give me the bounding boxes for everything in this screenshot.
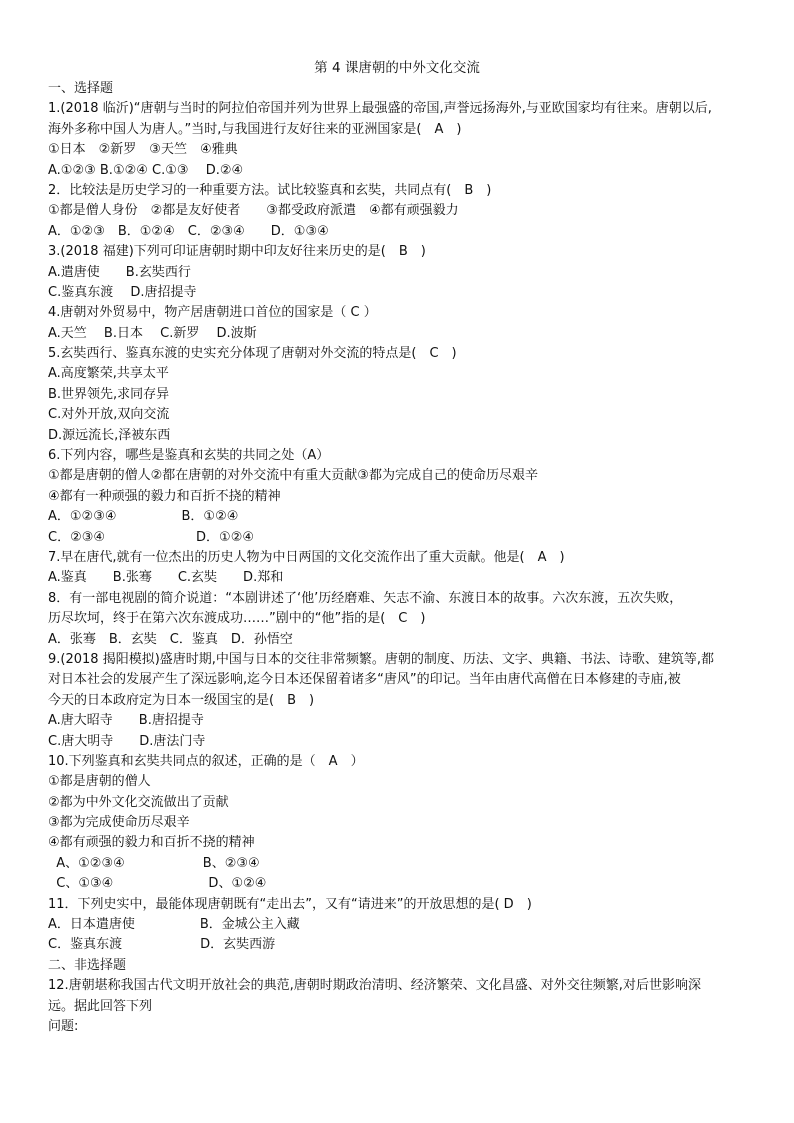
section-heading: 二、非选择题 — [48, 957, 127, 973]
question-8-text: 8．有一部电视剧的简介说道：“本剧讲述了‘他’历经磨难、矢志不渝、东渡日本的故事。六次东渡，五次失败， — [48, 590, 683, 606]
question-1-options: A.①②③ B.①②④ C.①③ D.②④ — [48, 162, 244, 178]
question-6-options: A．①②③④ B．①②④ — [48, 509, 239, 525]
question-1-text: 1.(2018 临沂)“唐朝与当时的阿拉伯帝国并列为世界上最强盛的帝国,声誉远扬海外,与亚欧国家均有往来。唐朝以后, — [48, 101, 712, 117]
question-9-text: 9.(2018 揭阳模拟)盛唐时期,中国与日本的交往非常频繁。唐朝的制度、历法、文字、典籍、书法、诗歌、建筑等,都 — [48, 651, 715, 667]
question-6-items: ①都是唐朝的僧人②都在唐朝的对外交流中有重大贡献③都为完成自己的使命历尽艰辛 — [48, 468, 538, 484]
question-10-item-2: ②都为中外文化交流做出了贡献 — [48, 794, 229, 810]
question-9-options: C.唐大明寺 D.唐法门寺 — [48, 733, 206, 749]
question-8-options: A．张骞 B．玄奘 C．鉴真 D．孙悟空 — [48, 631, 293, 647]
question-7-text: 7.早在唐代,就有一位杰出的历史人物为中日两国的文化交流作出了重大贡献。他是( A ) — [48, 549, 565, 565]
question-11-options: C．鉴真东渡 D．玄奘西游 — [48, 937, 276, 953]
question-10-text: 10.下列鉴真和玄奘共同点的叙述，正确的是（ A ） — [48, 753, 364, 769]
question-3-text: 3.(2018 福建)下列可印证唐朝时期中印友好往来历史的是( B ) — [48, 244, 426, 260]
question-9-text: 今天的日本政府定为日本一级国宝的是( B ) — [48, 692, 315, 708]
question-5-option-b: B.世界领先,求同存异 — [48, 386, 170, 402]
question-10-item-4: ④都有顽强的毅力和百折不挠的精神 — [48, 835, 255, 851]
question-12-text: 远。据此回答下列 — [48, 998, 153, 1014]
question-9-options: A.唐大昭寺 B.唐招提寺 — [48, 713, 204, 729]
question-6-options: C．②③④ D．①②④ — [48, 529, 255, 545]
question-10-options: A、①②③④ B、②③④ — [48, 855, 260, 871]
question-5-option-a: A.高度繁荣,共享太平 — [48, 366, 169, 382]
question-3-options: C.鉴真东渡 D.唐招提寺 — [48, 284, 197, 300]
question-2-options: A．①②③ B．①②④ C．②③④ D．①③④ — [48, 223, 329, 239]
question-5-option-c: C.对外开放,双向交流 — [48, 407, 170, 423]
section-heading: 一、选择题 — [48, 81, 114, 96]
question-10-options: C、①③④ D、①②④ — [48, 876, 267, 892]
question-5-option-d: D.源远流长,泽被东西 — [48, 427, 171, 443]
question-12-text: 12.唐朝堪称我国古代文明开放社会的典范,唐朝时期政治清明、经济繁荣、文化昌盛、对外交往频繁,对后世影响深 — [48, 978, 701, 994]
question-10-item-3: ③都为完成使命历尽艰辛 — [48, 815, 190, 831]
question-11-text: 11．下列史实中，最能体现唐朝既有“走出去”，又有“请进来”的开放思想的是( D ) — [48, 896, 532, 912]
question-1-text: 海外多称中国人为唐人。”当时,与我国进行友好往来的亚洲国家是( A ) — [48, 121, 462, 137]
question-2-items: ①都是僧人身份 ②都是友好使者 ③都受政府派遣 ④都有顽强毅力 — [48, 203, 459, 219]
exercise-body — [48, 79, 760, 1037]
question-1-items: ①日本 ②新罗 ③天竺 ④雅典 — [48, 142, 238, 158]
question-3-options: A.遣唐使 B.玄奘西行 — [48, 264, 191, 280]
question-10-item-1: ①都是唐朝的僧人 — [48, 774, 151, 790]
question-4-options: A.天竺 B.日本 C.新罗 D.波斯 — [48, 325, 257, 341]
question-8-text: 历尽坎坷，终于在第六次东渡成功……”剧中的“他”指的是( C ) — [48, 611, 426, 627]
question-2-text: 2．比较法是历史学习的一种重要方法。试比较鉴真和玄奘，共同点有( B ) — [48, 182, 492, 198]
question-6-text: 6.下列内容，哪些是鉴真和玄奘的共同之处（A） — [48, 448, 330, 464]
question-12-text: 问题: — [48, 1018, 79, 1034]
question-5-text: 5.玄奘西行、鉴真东渡的史实充分体现了唐朝对外交流的特点是( C ) — [48, 346, 457, 362]
lesson-title: 第 4 课唐朝的中外文化交流 — [314, 60, 480, 76]
question-9-text: 对日本社会的发展产生了深远影响,迄今日本还保留着诸多“唐风”的印记。当年由唐代高僧在日本修建的寺庙,被 — [48, 672, 681, 688]
question-6-items: ④都有一种顽强的毅力和百折不挠的精神 — [48, 488, 281, 504]
question-7-options: A.鉴真 B.张骞 C.玄奘 D.郑和 — [48, 570, 284, 586]
question-11-options: A．日本遣唐使 B．金城公主入藏 — [48, 917, 300, 933]
question-4-text: 4.唐朝对外贸易中，物产居唐朝进口首位的国家是（ C ） — [48, 305, 377, 321]
